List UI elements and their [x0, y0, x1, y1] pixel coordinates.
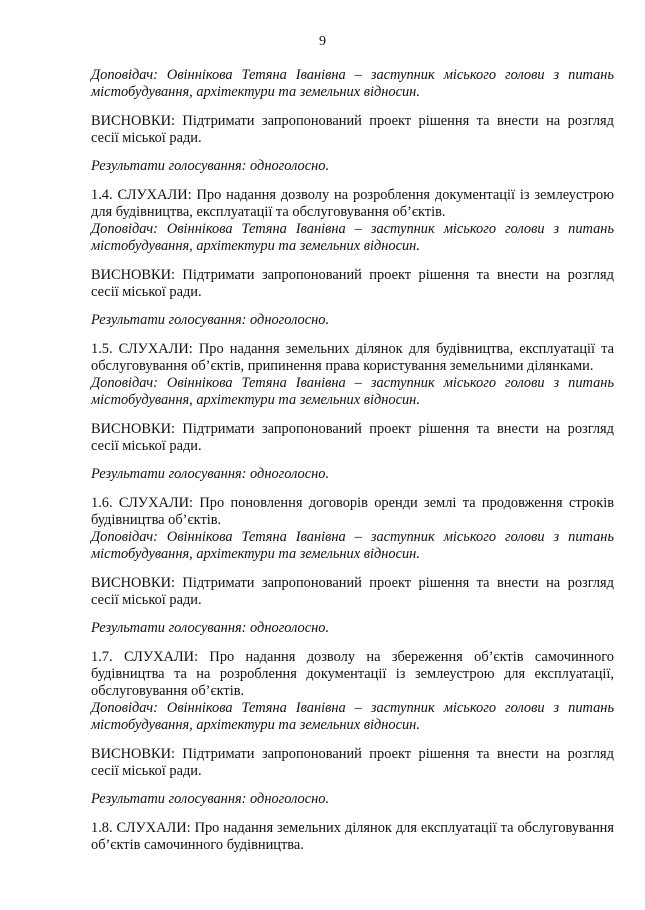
voting-result: Результати голосування: одноголосно. — [91, 620, 330, 636]
conclusion-text: ВИСНОВКИ: Підтримати запропонований проект рішення та внести на розгляд сесії міської ради. — [91, 267, 614, 300]
agenda-item-1-8: 1.8. СЛУХАЛИ: Про надання земельних ділянок для експлуатації та обслуговування об’єктів самочинного будівництва. — [91, 820, 614, 853]
voting-result: Результати голосування: одноголосно. — [91, 791, 330, 807]
rapporteur-text: Доповідач: Овіннікова Тетяна Іванівна – заступник міського голови з питань містобудування, архітектури та земельних відносин. — [91, 700, 614, 733]
voting-result: Результати голосування: одноголосно. — [91, 158, 330, 174]
conclusion-text: ВИСНОВКИ: Підтримати запропонований проект рішення та внести на розгляд сесії міської ради. — [91, 421, 614, 454]
rapporteur-text: Доповідач: Овіннікова Тетяна Іванівна – заступник міського голови з питань містобудування, архітектури та земельних відносин. — [91, 375, 614, 408]
rapporteur-text: Доповідач: Овіннікова Тетяна Іванівна – заступник міського голови з питань містобудування, архітектури та земельних відносин. — [91, 67, 614, 100]
rapporteur-text: Доповідач: Овіннікова Тетяна Іванівна – заступник міського голови з питань містобудування, архітектури та земельних відносин. — [91, 529, 614, 562]
conclusion-text: ВИСНОВКИ: Підтримати запропонований проект рішення та внести на розгляд сесії міської ради. — [91, 575, 614, 608]
agenda-item-1-7: 1.7. СЛУХАЛИ: Про надання дозволу на збереження об’єктів самочинного будівництва та на розроблення документації із землеустрою для експлуатації, обслуговування об’єктів. — [91, 649, 614, 699]
voting-result: Результати голосування: одноголосно. — [91, 312, 330, 328]
agenda-item-1-6: 1.6. СЛУХАЛИ: Про поновлення договорів оренди землі та продовження строків будівництва об’єктів. — [91, 495, 614, 528]
rapporteur-text: Доповідач: Овіннікова Тетяна Іванівна – заступник міського голови з питань містобудування, архітектури та земельних відносин. — [91, 221, 614, 254]
conclusion-text: ВИСНОВКИ: Підтримати запропонований проект рішення та внести на розгляд сесії міської ради. — [91, 746, 614, 779]
minutes-content — [91, 67, 614, 854]
agenda-item-1-4: 1.4. СЛУХАЛИ: Про надання дозволу на розроблення документації із землеустрою для будівництва, експлуатації та обслуговування об’єктів. — [91, 187, 614, 220]
page-number: 9 — [319, 34, 326, 49]
voting-result: Результати голосування: одноголосно. — [91, 466, 330, 482]
conclusion-text: ВИСНОВКИ: Підтримати запропонований проект рішення та внести на розгляд сесії міської ради. — [91, 113, 614, 146]
agenda-item-1-5: 1.5. СЛУХАЛИ: Про надання земельних ділянок для будівництва, експлуатації та обслуговування об’єктів, припинення права користування земельними ділянками. — [91, 341, 614, 374]
